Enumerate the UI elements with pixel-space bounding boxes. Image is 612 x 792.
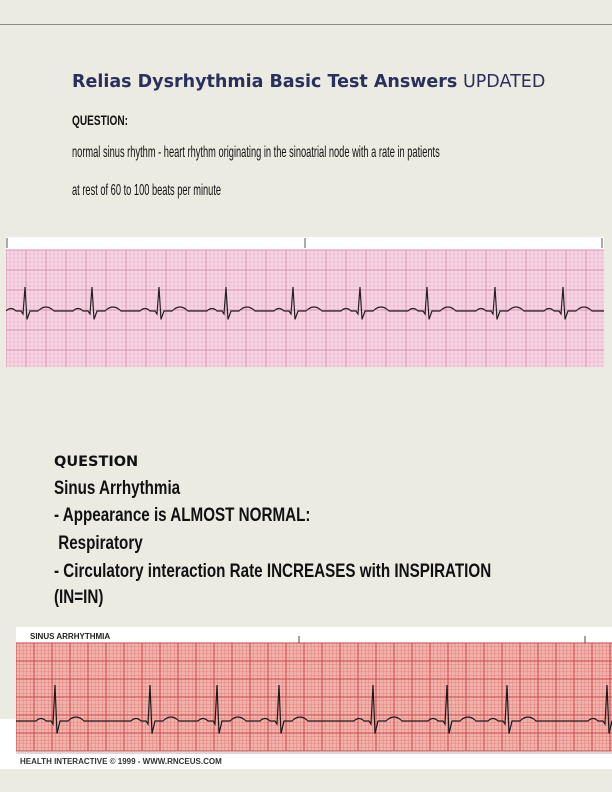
question-1-answer-line-2: at rest of 60 to 100 beats per minute	[72, 182, 222, 199]
question-1-answer-line-1: normal sinus rhythm - heart rhythm originating in the sinoatrial node with a rate in patients	[72, 144, 440, 161]
page-title	[72, 72, 545, 92]
title-main: Relias Dysrhythmia Basic Test Answers	[72, 72, 458, 92]
title-suffix: UPDATED	[462, 72, 546, 92]
question-1-label: QUESTION:	[72, 112, 129, 128]
question-2-line-2: - Appearance is ALMOST NORMAL:	[54, 505, 311, 526]
question-2-line-5: (IN=IN)	[54, 587, 104, 608]
question-2-line-3: Respiratory	[54, 533, 143, 554]
question-2-label: QUESTION	[54, 454, 139, 470]
page-corner-mask	[0, 719, 16, 769]
ecg-strip-sinus-arrhythmia	[16, 627, 612, 769]
top-rule	[0, 24, 612, 25]
ecg-strip-normal-sinus	[6, 237, 604, 367]
ecg-strip-credit: HEALTH INTERACTIVE © 1999 - WWW.RNCEUS.COM	[20, 757, 222, 766]
question-2-line-4: - Circulatory interaction Rate INCREASES with INSPIRATION	[54, 561, 492, 582]
question-2-line-1: Sinus Arrhythmia	[54, 478, 181, 499]
ecg-strip-title: SINUS ARRHYTHMIA	[30, 632, 111, 641]
